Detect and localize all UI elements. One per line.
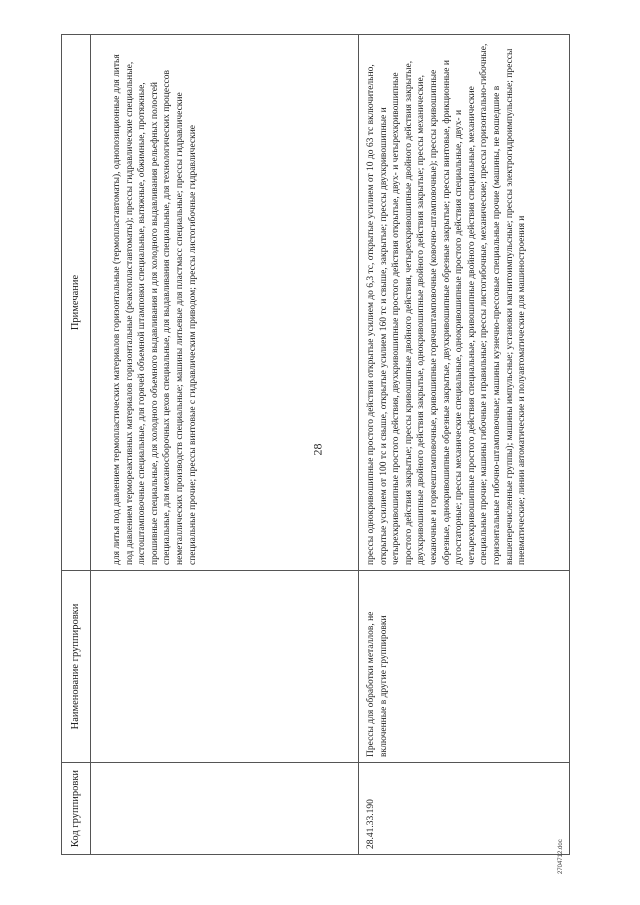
- table-header-row: [62, 35, 91, 855]
- cell-name: Прессы для обработки металлов, не включенные в другие группировки: [359, 571, 570, 763]
- classification-table: [61, 34, 570, 855]
- header-code: Код группировки: [62, 763, 91, 855]
- cell-code: 28.41.33.190: [359, 763, 570, 855]
- table-row: [91, 35, 359, 855]
- page-number: 28: [310, 443, 325, 456]
- cell-note: прессы однокривошипные простого действия открытые усилием до 6,3 тс, открытые усилием от 10 до 63 тс включительно, открытые усилием от 100 тс и свыше, открытые усилием 160 тс и свыше, закрытые; прессы двухкривошипные и четырехкривошипные простого действия, двухкривошипные простого действия открытые, двух- и четырехкривошипные простого действия закрытые; прессы кривошипные двойного действия, четырехкривошипные двойного действия закрытые, двухкривошипные двойного действия закрытые, однокривошипные двойного действия закрытые; прессы механические, чеканочные и горячештамповочные, кривошипные горячештамповочные (ковочно-штамповочные); прессы кривошипные обрезные, однокривошипные обрезные закрытые, двухкривошипные обрезные закрытые; прессы винтовые, фрикционные и дугостаторные; прессы механические специальные, однокривошипные простого действия специальные, двух- и четырехкривошипные простого действия специальные, кривошипные двойного действия специальные, механические специальные прочие; машины гибочные и правильные; прессы листогибочные, механические; прессы горизонтально-гибочные, горизонтальные гибочно-штамповочные; машины кузнечно-прессовые специальные прочие (машины, не вошедшие в вышеперечисленные группы); машины импульсные; установки магнитоимпульсные; прессы электрогидроимпульсные; прессы пневматические; линии автоматические и полуавтоматические для машиностроения и: [359, 35, 570, 571]
- cell-name: [91, 571, 359, 763]
- header-name: Наименование группировки: [62, 571, 91, 763]
- cell-note: для литья под давлением термопластических материалов горизонтальные (термопластавтоматы), однопозиционные для литья под давлением термореактивных материалов горизонтальные (реактопластавтоматы); прессы гидравлические специальные, листоштамповочные специальные, для горячей объемной штамповки специальные, вытяжные, обжимные, протяжные, прошивные специальные, для холодного объемного выдавливания и для холодного выдавливания рельефных полостей специальные, для механосборочных цехов специальные, для выдавливания специальные, для технологических процессов неметаллических производств специальные; машины литьевые для пластмасс специальные; прессы гидравлические специальные прочие; прессы винтовые с гидравлическим приводом; прессы листогибочные гидравлические: [91, 35, 359, 571]
- cell-code: [91, 763, 359, 855]
- document-file-reference: 2704712.doc: [558, 839, 564, 874]
- rotated-table-container: [61, 35, 551, 855]
- table-row: [359, 35, 570, 855]
- header-note: Примечание: [62, 35, 91, 571]
